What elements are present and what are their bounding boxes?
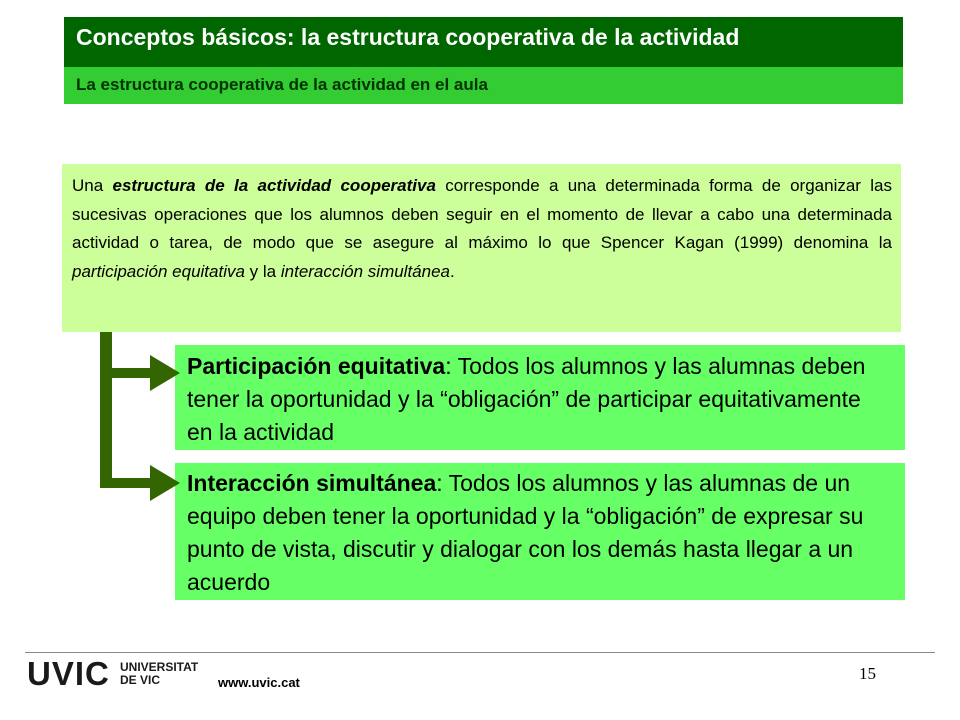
- point-text-participation: [187, 350, 892, 449]
- arrow-right-icon: [150, 355, 180, 391]
- definition-part-2: corresponde a una determinada forma de organizar las sucesivas operaciones que los alumnos deben seguir en el momento de llevar a cabo una determinada actividad o tarea, de modo que se asegure al máximo lo que Spencer Kagan (1999) denomina la: [72, 176, 892, 253]
- definition-concept-2: interacción simultánea: [280, 261, 451, 281]
- definition-part-4: .: [450, 261, 455, 281]
- site-url[interactable]: www.uvic.cat: [218, 675, 300, 690]
- connector-vertical: [100, 332, 112, 484]
- uvic-logo-mark: UVIC: [27, 655, 110, 692]
- definition-part-3: y la: [244, 261, 281, 281]
- point-term: Interacción simultánea: [187, 470, 437, 496]
- point-description: : Todos los alumnos y las alumnas de un equipo deben tener la oportunidad y la “obligación” de expresar su punto de vista, discutir y dialogar con los demás hasta llegar a un acuerdo: [187, 470, 864, 595]
- definition-concept-1: participación equitativa: [72, 261, 245, 281]
- arrow-right-icon: [150, 465, 180, 501]
- definition-term: estructura de la actividad cooperativa: [112, 176, 436, 195]
- point-text-interaction: [187, 467, 892, 599]
- uvic-logo-line-2: DE VIC: [120, 673, 161, 687]
- slide-subtitle: La estructura cooperativa de la actividad en el aula: [76, 75, 488, 94]
- uvic-logo: [27, 655, 207, 692]
- page-number: 15: [859, 664, 876, 683]
- definition-part-1: Una: [72, 176, 113, 195]
- point-description: : Todos los alumnos y las alumnas deben tener la oportunidad y la “obligación” de participar equitativamente en la actividad: [187, 353, 866, 445]
- definition-text: [72, 172, 892, 286]
- footer-divider: [25, 652, 935, 653]
- point-term: Participación equitativa: [187, 353, 446, 379]
- slide-title: Conceptos básicos: la estructura cooperativa de la actividad: [76, 24, 740, 50]
- uvic-logo-line-1: UNIVERSITAT: [120, 660, 199, 674]
